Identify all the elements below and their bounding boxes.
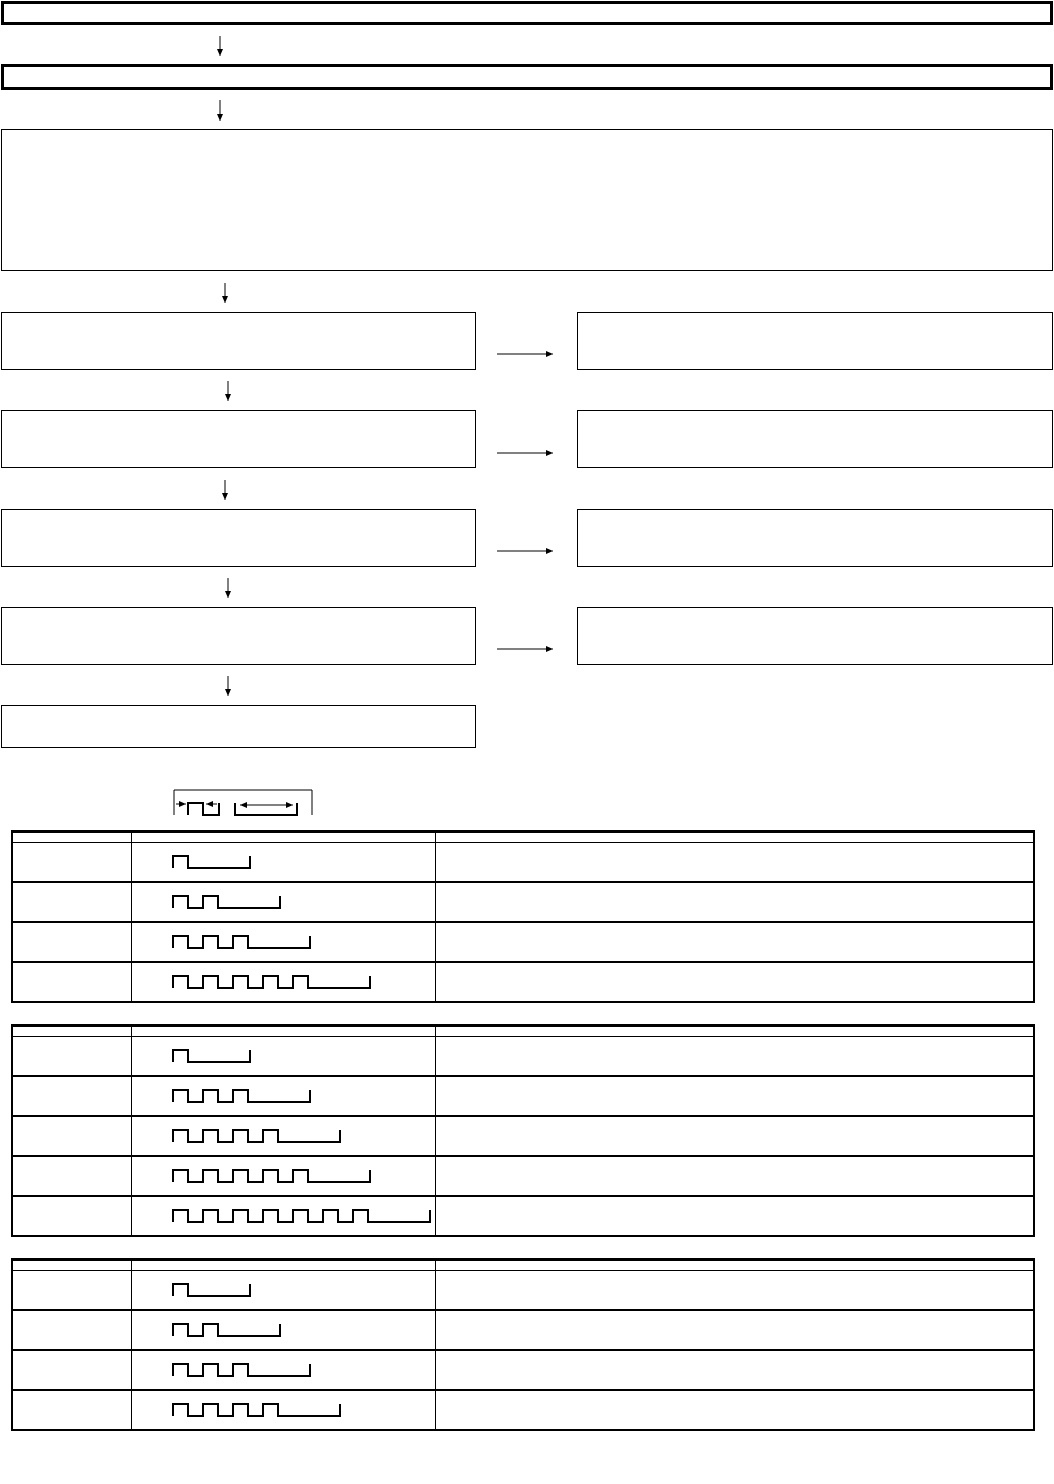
pulse-pattern-1 bbox=[172, 1049, 251, 1063]
code-cell bbox=[13, 1391, 132, 1429]
table-row bbox=[13, 1037, 1033, 1077]
pulse-pattern-3 bbox=[172, 1089, 311, 1103]
pulse-pattern-3 bbox=[172, 1363, 311, 1377]
pulse-cell bbox=[132, 1117, 436, 1155]
code-cell bbox=[13, 1037, 132, 1075]
pulse-cell bbox=[132, 1157, 436, 1195]
timing-legend bbox=[174, 790, 312, 815]
table-row bbox=[13, 1271, 1033, 1311]
code-cell bbox=[13, 1311, 132, 1349]
description-cell bbox=[436, 883, 1033, 921]
description-cell bbox=[436, 1311, 1033, 1349]
code-cell bbox=[13, 963, 132, 1001]
code-table-1 bbox=[11, 830, 1035, 1003]
pulse-cell bbox=[132, 1271, 436, 1309]
table-row bbox=[13, 883, 1033, 923]
code-cell bbox=[13, 843, 132, 881]
table-row bbox=[13, 923, 1033, 963]
pulse-cell bbox=[132, 963, 436, 1001]
table-header bbox=[13, 833, 1033, 843]
table-row bbox=[13, 1351, 1033, 1391]
pulse-cell bbox=[132, 1311, 436, 1349]
table-row bbox=[13, 1391, 1033, 1429]
table-row bbox=[13, 1311, 1033, 1351]
pulse-cell bbox=[132, 1391, 436, 1429]
table-row bbox=[13, 963, 1033, 1001]
table-header bbox=[13, 1261, 1033, 1271]
pulse-cell bbox=[132, 843, 436, 881]
description-cell bbox=[436, 1117, 1033, 1155]
pulse-cell bbox=[132, 883, 436, 921]
pulse-pattern-3 bbox=[172, 935, 311, 949]
pulse-cell bbox=[132, 1351, 436, 1389]
description-cell bbox=[436, 1271, 1033, 1309]
pulse-pattern-7 bbox=[172, 1209, 431, 1223]
pulse-pattern-4 bbox=[172, 1129, 341, 1143]
code-table-2 bbox=[11, 1024, 1035, 1237]
code-cell bbox=[13, 883, 132, 921]
pulse-cell bbox=[132, 1077, 436, 1115]
pulse-pattern-5 bbox=[172, 975, 371, 989]
code-cell bbox=[13, 1117, 132, 1155]
code-cell bbox=[13, 1271, 132, 1309]
code-cell bbox=[13, 1351, 132, 1389]
pulse-pattern-1 bbox=[172, 1283, 251, 1297]
description-cell bbox=[436, 843, 1033, 881]
description-cell bbox=[436, 1037, 1033, 1075]
pulse-pattern-2 bbox=[172, 1323, 281, 1337]
pulse-pattern-2 bbox=[172, 895, 281, 909]
description-cell bbox=[436, 1157, 1033, 1195]
table-header bbox=[13, 1027, 1033, 1037]
description-cell bbox=[436, 963, 1033, 1001]
description-cell bbox=[436, 1351, 1033, 1389]
description-cell bbox=[436, 1391, 1033, 1429]
code-cell bbox=[13, 1157, 132, 1195]
table-row bbox=[13, 843, 1033, 883]
table-row bbox=[13, 1157, 1033, 1197]
table-row bbox=[13, 1117, 1033, 1157]
table-row bbox=[13, 1197, 1033, 1235]
pulse-pattern-1 bbox=[172, 855, 251, 869]
code-cell bbox=[13, 923, 132, 961]
description-cell bbox=[436, 1077, 1033, 1115]
pulse-cell bbox=[132, 1037, 436, 1075]
code-cell bbox=[13, 1077, 132, 1115]
code-cell bbox=[13, 1197, 132, 1235]
code-table-3 bbox=[11, 1258, 1035, 1431]
pulse-cell bbox=[132, 1197, 436, 1235]
pulse-cell bbox=[132, 923, 436, 961]
description-cell bbox=[436, 923, 1033, 961]
pulse-pattern-4 bbox=[172, 1403, 341, 1417]
pulse-pattern-5 bbox=[172, 1169, 371, 1183]
table-row bbox=[13, 1077, 1033, 1117]
description-cell bbox=[436, 1197, 1033, 1235]
